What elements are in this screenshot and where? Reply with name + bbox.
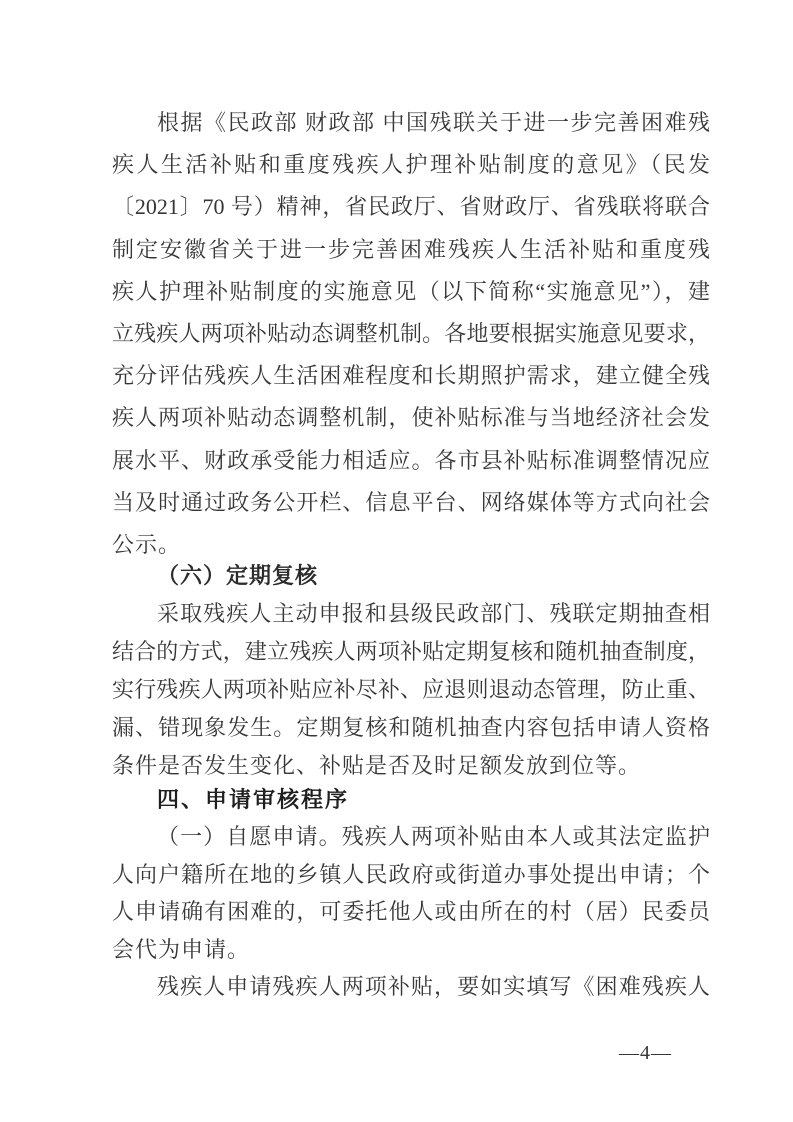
- text-line: 公示。: [112, 531, 182, 557]
- text-line: 疾人生活补贴和重度残疾人护理补贴制度的意见》（民发: [112, 152, 710, 178]
- section-four-procedure: [112, 781, 710, 1005]
- paragraph-intro: [112, 102, 710, 566]
- text-line: 疾人两项补贴动态调整机制，使补贴标准与当地经济社会发: [112, 405, 710, 431]
- text-line: 漏、错现象发生。定期复核和随机抽查内容包括申请人资格: [112, 715, 710, 740]
- text-line: 展水平、财政承受能力相适应。各市县补贴标准调整情况应: [112, 447, 710, 473]
- text-line: （一）自愿申请。残疾人两项补贴由本人或其法定监护: [157, 824, 710, 850]
- text-line: 制定安徽省关于进一步完善困难残疾人生活补贴和重度残: [112, 236, 710, 262]
- text-line: 四、申请审核程序: [157, 787, 350, 812]
- text-line: 结合的方式，建立残疾人两项补贴定期复核和随机抽查制度，: [112, 639, 710, 664]
- text-line: 充分评估残疾人生活困难程度和长期照护需求，建立健全残: [112, 363, 710, 389]
- page-number: —4—: [619, 1042, 672, 1064]
- text-line: 人向户籍所在地的乡镇人民政府或街道办事处提出申请；个: [112, 861, 710, 887]
- section-six-review: [112, 557, 710, 785]
- text-line: 会代为申请。: [112, 936, 251, 962]
- text-line: 〔2021〕70 号）精神，省民政厅、省财政厅、省残联将联合: [112, 194, 710, 220]
- text-line: 采取残疾人主动申报和县级民政部门、残联定期抽查相: [157, 601, 710, 626]
- text-line: （六）定期复核: [157, 563, 319, 588]
- text-line: 人申请确有困难的，可委托他人或由所在的村（居）民委员: [112, 899, 710, 925]
- text-line: 当及时通过政务公开栏、信息平台、网络媒体等方式向社会: [112, 489, 710, 515]
- text-line: 条件是否发生变化、补贴是否及时足额发放到位等。: [112, 753, 642, 778]
- text-line: 实行残疾人两项补贴应补尽补、应退则退动态管理，防止重、: [112, 677, 710, 702]
- text-line: 疾人护理补贴制度的实施意见（以下简称“实施意见”），建: [112, 278, 710, 304]
- text-line: 根据《民政部 财政部 中国残联关于进一步完善困难残: [157, 110, 710, 135]
- text-line: 立残疾人两项补贴动态调整机制。各地要根据实施意见要求，: [112, 320, 710, 346]
- text-line: 残疾人申请残疾人两项补贴，要如实填写《困难残疾人: [157, 973, 710, 999]
